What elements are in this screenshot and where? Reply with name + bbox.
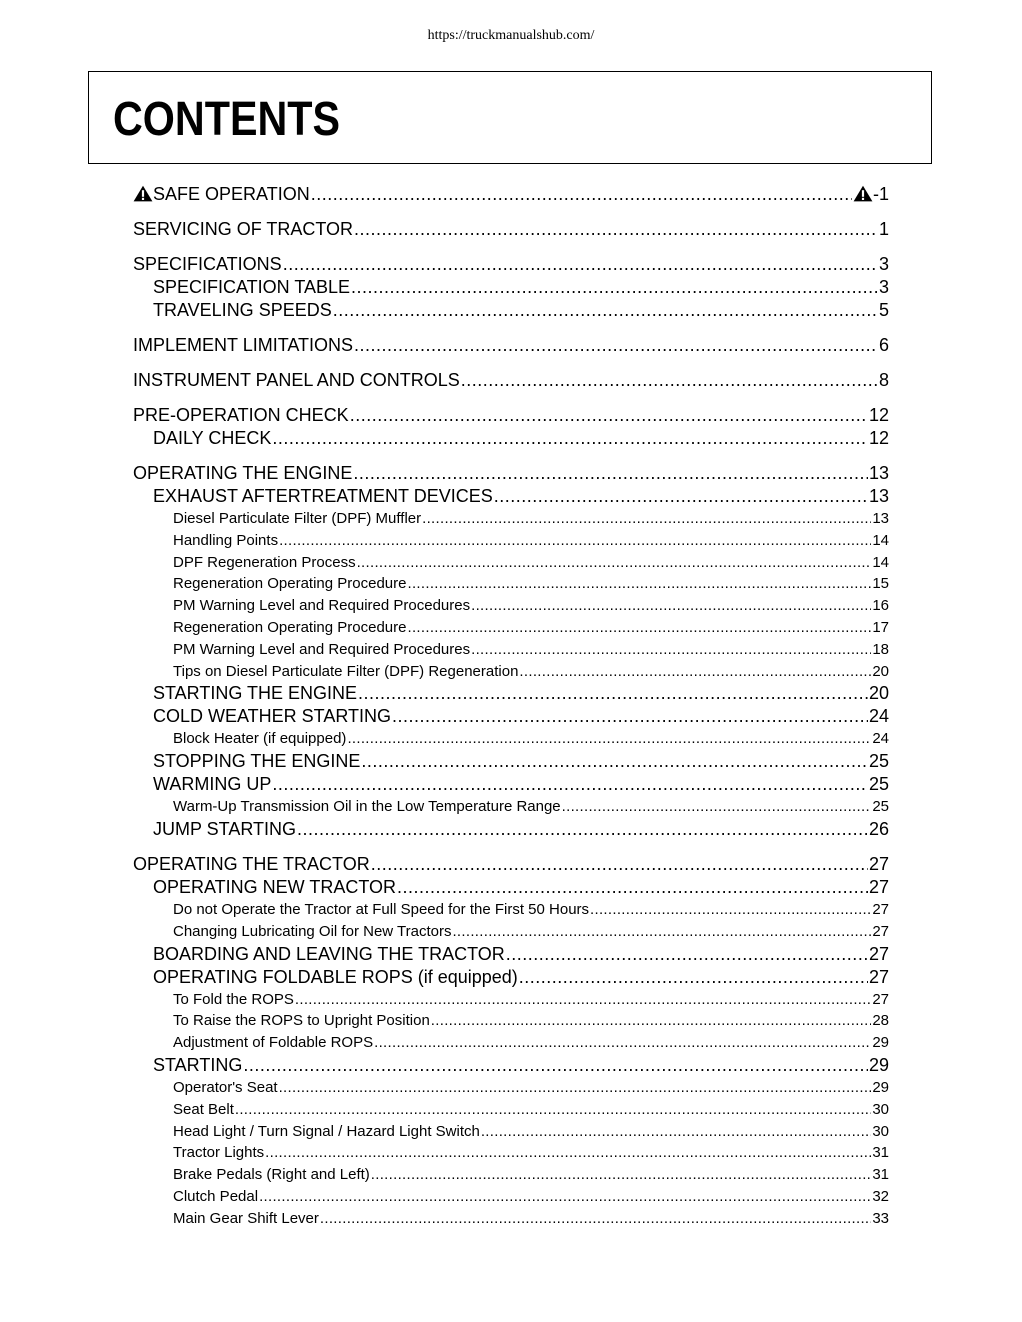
toc-entry-page-number: 13: [872, 510, 889, 527]
toc-entry-text: BOARDING AND LEAVING THE TRACTOR: [153, 943, 505, 964]
toc-entry-page: [869, 966, 889, 989]
toc-entry-page: [872, 1208, 889, 1230]
dot-leader: [333, 299, 878, 322]
toc-entry-text: To Raise the ROPS to Upright Position: [173, 1012, 430, 1030]
toc-entry[interactable]: [133, 276, 889, 299]
toc-entry-page-number: 12: [868, 428, 889, 448]
toc-entry-label: [173, 661, 518, 683]
toc-entry[interactable]: [133, 253, 889, 276]
toc-entry[interactable]: [133, 617, 889, 639]
toc-entry[interactable]: [133, 530, 889, 552]
toc-entry-text: SAFE OPERATION: [153, 184, 310, 204]
toc-entry[interactable]: [133, 705, 889, 728]
toc-entry-page-number: 27: [868, 876, 889, 897]
toc-entry-page: [869, 1054, 889, 1077]
toc-entry-page: [872, 639, 889, 661]
toc-entry-page-number: 13: [868, 486, 889, 506]
toc-entry[interactable]: [133, 1121, 889, 1143]
warning-triangle-icon: [853, 184, 873, 204]
dot-leader: [259, 1186, 871, 1208]
toc-entry-label: [173, 899, 589, 921]
toc-entry[interactable]: [133, 183, 889, 206]
toc-entry[interactable]: [133, 334, 889, 357]
toc-entry-label: [133, 334, 353, 357]
toc-entry-page-number: 27: [868, 853, 889, 874]
toc-entry-page-number: 15: [872, 575, 889, 593]
toc-entry-page-number: 29: [868, 1054, 889, 1075]
toc-entry-page-number: 6: [878, 335, 889, 355]
toc-entry[interactable]: [133, 639, 889, 661]
toc-entry-text: Warm-Up Transmission Oil in the Low Temperature Range: [173, 798, 561, 816]
toc-entry-label: [153, 682, 357, 705]
toc-entry[interactable]: [133, 1208, 889, 1230]
toc-entry-label: [173, 921, 451, 943]
toc-entry-label: [133, 369, 460, 392]
toc-entry-page: [872, 573, 889, 595]
toc-entry-page-number: 27: [872, 990, 889, 1008]
toc-entry-text: Regeneration Operating Procedure: [173, 618, 407, 636]
toc-entry[interactable]: [133, 728, 889, 750]
toc-entry[interactable]: [133, 989, 889, 1011]
toc-entry-page: [872, 1121, 889, 1143]
toc-entry-page-number: 8: [878, 370, 889, 390]
toc-entry-page: [879, 253, 889, 276]
dot-leader: [374, 1032, 871, 1054]
toc-entry-text: OPERATING THE ENGINE: [133, 463, 353, 483]
warning-triangle-icon: [133, 184, 153, 204]
toc-entry-text: Handling Points: [173, 531, 279, 549]
toc-entry-page: [853, 183, 889, 206]
toc-entry-label: [173, 1142, 264, 1164]
toc-entry-label: [153, 818, 296, 841]
toc-entry[interactable]: [133, 1077, 889, 1099]
toc-entry-page: [872, 1186, 889, 1208]
toc-entry-text: WARMING UP: [153, 774, 272, 795]
toc-entry[interactable]: [133, 1054, 889, 1077]
toc-entry-text: IMPLEMENT LIMITATIONS: [133, 335, 354, 355]
toc-entry[interactable]: [133, 750, 889, 773]
dot-leader: [272, 427, 868, 450]
toc-entry[interactable]: [133, 485, 889, 508]
toc-entry-page-number: 5: [878, 300, 889, 320]
toc-entry-page: [879, 334, 889, 357]
toc-entry-page: [872, 530, 889, 552]
toc-entry-page-number: 17: [872, 618, 889, 636]
toc-entry-page: [872, 899, 889, 921]
dot-leader: [320, 1208, 871, 1230]
toc-entry-text: EXHAUST AFTERTREATMENT DEVICES: [153, 486, 493, 506]
toc-entry-text: Head Light / Turn Signal / Hazard Light Switch: [173, 1122, 480, 1140]
toc-entry-label: [133, 218, 353, 241]
toc-entry-page-number: 32: [872, 1187, 889, 1205]
toc-entry-page-number: -1: [872, 184, 889, 204]
toc-entry-text: SPECIFICATION TABLE: [153, 277, 351, 297]
toc-entry-page: [872, 1010, 889, 1032]
toc-entry-label: [173, 595, 470, 617]
toc-entry[interactable]: [133, 404, 889, 427]
toc-entry-label: [153, 299, 332, 322]
toc-entry-page-number: 14: [872, 531, 889, 549]
toc-entry-page-number: 29: [872, 1078, 889, 1096]
dot-leader: [481, 1121, 871, 1143]
toc-entry-text: PRE-OPERATION CHECK: [133, 405, 349, 425]
toc-entry-text: Brake Pedals (Right and Left): [173, 1166, 370, 1184]
toc-entry-label: [173, 1099, 234, 1121]
toc-entry-page: [869, 818, 889, 841]
toc-entry-label: [133, 462, 352, 485]
toc-entry-label: [173, 1077, 278, 1099]
toc-entry-page: [872, 1032, 889, 1054]
toc-entry-text: Tips on Diesel Particulate Filter (DPF) Regeneration: [173, 662, 519, 680]
dot-leader: [461, 369, 878, 392]
dot-leader: [243, 1054, 868, 1077]
toc-entry-page-number: 12: [868, 405, 889, 425]
toc-entry-label: [133, 253, 282, 276]
dot-leader: [422, 508, 871, 530]
toc-entry-page-number: 30: [872, 1122, 889, 1140]
toc-entry-page-number: 13: [868, 463, 889, 483]
title-box: [88, 71, 932, 164]
toc-entry-page: [872, 1142, 889, 1164]
toc-entry[interactable]: [133, 299, 889, 322]
toc-entry-text: STARTING: [153, 1054, 243, 1075]
toc-entry-page-number: 18: [872, 640, 889, 658]
toc-entry-label: [173, 573, 406, 595]
dot-leader: [297, 818, 868, 841]
toc-entry[interactable]: [133, 899, 889, 921]
toc-entry-page-number: 24: [872, 730, 889, 748]
toc-entry-text: Adjustment of Foldable ROPS: [173, 1034, 374, 1052]
dot-leader: [519, 661, 871, 683]
toc-entry-label: [173, 1010, 430, 1032]
toc-entry-label: [153, 943, 505, 966]
toc-entry-page-number: 20: [872, 662, 889, 680]
toc-entry-text: SERVICING OF TRACTOR: [133, 219, 354, 239]
toc-entry-label: [173, 639, 470, 661]
toc-entry[interactable]: [133, 508, 889, 530]
toc-entry-label: [173, 1032, 373, 1054]
toc-entry-text: Main Gear Shift Lever: [173, 1209, 319, 1227]
toc-entry-page-number: 25: [868, 774, 889, 795]
toc-entry-label: [133, 183, 310, 206]
toc-entry-label: [153, 427, 271, 450]
toc-entry-page-number: 29: [872, 1034, 889, 1052]
toc-entry-text: SPECIFICATIONS: [133, 254, 282, 274]
toc-entry-page-number: 27: [868, 966, 889, 987]
dot-leader: [471, 639, 871, 661]
toc-entry-label: [153, 966, 518, 989]
dot-leader: [272, 773, 868, 796]
toc-entry-page-number: 20: [868, 683, 889, 704]
dot-leader: [283, 253, 878, 276]
dot-leader: [357, 552, 872, 574]
toc-entry-text: OPERATING FOLDABLE ROPS (if equipped): [153, 966, 518, 987]
toc-entry-label: [153, 705, 391, 728]
toc-entry-page: [869, 404, 889, 427]
toc-entry-text: Operator's Seat: [173, 1078, 278, 1096]
toc-entry-page: [872, 595, 889, 617]
toc-entry-text: INSTRUMENT PANEL AND CONTROLS: [133, 370, 460, 390]
toc-entry[interactable]: [133, 218, 889, 241]
dot-leader: [590, 899, 871, 921]
toc-entry-label: [173, 617, 406, 639]
toc-entry-page: [872, 1164, 889, 1186]
toc-entry-page-number: 33: [872, 1209, 889, 1227]
toc-entry-text: Do not Operate the Tractor at Full Speed for the First 50 Hours: [173, 900, 590, 918]
dot-leader: [354, 218, 878, 241]
toc-entry-page-number: 3: [878, 277, 889, 297]
toc-entry-label: [173, 796, 561, 818]
toc-entry-page: [869, 705, 889, 728]
toc-entry-page: [869, 682, 889, 705]
toc-entry-page: [869, 876, 889, 899]
dot-leader: [347, 728, 871, 750]
toc-entry[interactable]: [133, 661, 889, 683]
dot-leader: [353, 462, 868, 485]
toc-entry-page: [879, 299, 889, 322]
toc-entry-page: [872, 1077, 889, 1099]
toc-entry-label: [173, 1164, 370, 1186]
toc-entry[interactable]: [133, 682, 889, 705]
toc-entry-page: [872, 508, 889, 530]
toc-entry[interactable]: [133, 369, 889, 392]
toc-entry-text: JUMP STARTING: [153, 818, 297, 839]
toc-entry-text: PM Warning Level and Required Procedures: [173, 597, 471, 615]
dot-leader: [519, 966, 868, 989]
toc-entry-page: [872, 989, 889, 1011]
toc-entry-page: [869, 485, 889, 508]
toc-entry-page: [872, 552, 889, 574]
toc-entry-page-number: 25: [872, 798, 889, 816]
dot-leader: [354, 334, 878, 357]
toc-entry-page-number: 27: [872, 900, 889, 918]
toc-entry-page: [869, 427, 889, 450]
toc-entry-label: [173, 1121, 480, 1143]
toc-entry-label: [153, 276, 350, 299]
page-title: CONTENTS: [113, 93, 341, 146]
toc-entry-page-number: 16: [872, 597, 889, 615]
toc-entry-page: [872, 921, 889, 943]
toc-entry[interactable]: [133, 876, 889, 899]
toc-entry-label: [173, 989, 294, 1011]
toc-entry-label: [153, 773, 271, 796]
toc-entry-text: DPF Regeneration Process: [173, 553, 356, 571]
toc-entry[interactable]: [133, 1164, 889, 1186]
toc-entry[interactable]: [133, 773, 889, 796]
toc-entry-page-number: 31: [872, 1166, 889, 1184]
toc-entry-page-number: 24: [868, 706, 889, 727]
toc-entry-page-number: 1: [878, 219, 889, 239]
toc-entry[interactable]: [133, 966, 889, 989]
toc-entry-label: [173, 728, 346, 750]
toc-entry[interactable]: [133, 552, 889, 574]
toc-entry-text: To Fold the ROPS: [173, 990, 294, 1008]
dot-leader: [407, 617, 871, 639]
toc-entry[interactable]: [133, 921, 889, 943]
toc-entry-page-number: 27: [872, 922, 889, 940]
toc-entry-text: TRAVELING SPEEDS: [153, 300, 332, 320]
toc-entry-text: COLD WEATHER STARTING: [153, 706, 392, 727]
toc-entry[interactable]: [133, 943, 889, 966]
toc-entry-label: [133, 853, 370, 876]
toc-entry-label: [153, 1054, 242, 1077]
dot-leader: [350, 404, 868, 427]
toc-entry[interactable]: [133, 1186, 889, 1208]
dot-leader: [452, 921, 871, 943]
toc-entry-text: Tractor Lights: [173, 1144, 265, 1162]
dot-leader: [371, 853, 868, 876]
toc-entry-label: [133, 404, 349, 427]
toc-entry-text: STOPPING THE ENGINE: [153, 751, 361, 772]
dot-leader: [506, 943, 868, 966]
toc-entry-page-number: 28: [872, 1012, 889, 1030]
toc-entry-page: [869, 462, 889, 485]
toc-entry-label: [173, 1208, 319, 1230]
toc-entry-text: DAILY CHECK: [153, 428, 272, 448]
dot-leader: [407, 573, 871, 595]
toc-entry[interactable]: [133, 1010, 889, 1032]
toc-entry-label: [153, 750, 360, 773]
dot-leader: [494, 485, 868, 508]
toc-entry-page: [872, 617, 889, 639]
dot-leader: [235, 1099, 871, 1121]
toc-entry-page: [879, 218, 889, 241]
toc-entry-page: [879, 276, 889, 299]
toc-entry-page: [872, 1099, 889, 1121]
dot-leader: [265, 1142, 871, 1164]
toc-entry-page: [872, 661, 889, 683]
toc-entry-page: [872, 728, 889, 750]
toc-entry[interactable]: [133, 595, 889, 617]
dot-leader: [279, 1077, 872, 1099]
toc-entry-page-number: 3: [878, 254, 889, 274]
toc-entry-page: [869, 853, 889, 876]
toc-entry-label: [173, 552, 356, 574]
toc-entry[interactable]: [133, 573, 889, 595]
toc-entry[interactable]: [133, 1032, 889, 1054]
dot-leader: [358, 682, 868, 705]
toc-entry-label: [153, 876, 396, 899]
toc-entry-page: [869, 773, 889, 796]
dot-leader: [295, 989, 871, 1011]
toc-entry[interactable]: [133, 1142, 889, 1164]
dot-leader: [471, 595, 871, 617]
toc-entry-text: Changing Lubricating Oil for New Tractors: [173, 922, 452, 940]
dot-leader: [351, 276, 878, 299]
dot-leader: [279, 530, 871, 552]
toc-entry-page: [879, 369, 889, 392]
toc-entry-text: Block Heater (if equipped): [173, 730, 347, 748]
toc-entry-text: PM Warning Level and Required Procedures: [173, 640, 471, 658]
header-url[interactable]: https://truckmanualshub.com/: [427, 28, 595, 43]
toc-entry-text: Seat Belt: [173, 1100, 234, 1118]
dot-leader: [392, 705, 868, 728]
toc-entry-label: [173, 1186, 258, 1208]
toc-entry-text: Clutch Pedal: [173, 1187, 259, 1205]
toc-entry-page: [869, 943, 889, 966]
toc-entry-page-number: 31: [872, 1144, 889, 1162]
toc-entry-text: OPERATING THE TRACTOR: [133, 853, 370, 874]
toc-entry-label: [173, 530, 278, 552]
toc-entry[interactable]: [133, 462, 889, 485]
toc-entry-text: Regeneration Operating Procedure: [173, 575, 407, 593]
toc-entry-label: [153, 485, 493, 508]
dot-leader: [431, 1010, 872, 1032]
toc-entry-label: [173, 508, 421, 530]
toc-entry-page-number: 30: [872, 1100, 889, 1118]
toc-entry-page-number: 27: [868, 943, 889, 964]
dot-leader: [361, 750, 868, 773]
toc-entry-page: [869, 750, 889, 773]
toc-entry-page: [872, 796, 889, 818]
dot-leader: [562, 796, 872, 818]
toc-entry-text: STARTING THE ENGINE: [153, 683, 358, 704]
toc-entry[interactable]: [133, 818, 889, 841]
toc-entry[interactable]: [133, 796, 889, 818]
dot-leader: [371, 1164, 872, 1186]
toc-entry-page-number: 26: [868, 818, 889, 839]
table-of-contents: [133, 183, 889, 1230]
toc-entry-text: OPERATING NEW TRACTOR: [153, 876, 397, 897]
toc-entry-page-number: 25: [868, 751, 889, 772]
dot-leader: [397, 876, 868, 899]
toc-entry-page-number: 14: [872, 553, 889, 571]
toc-entry[interactable]: [133, 427, 889, 450]
toc-entry[interactable]: [133, 1099, 889, 1121]
dot-leader: [311, 183, 852, 206]
toc-entry-text: Diesel Particulate Filter (DPF) Muffler: [173, 510, 422, 527]
toc-entry[interactable]: [133, 853, 889, 876]
